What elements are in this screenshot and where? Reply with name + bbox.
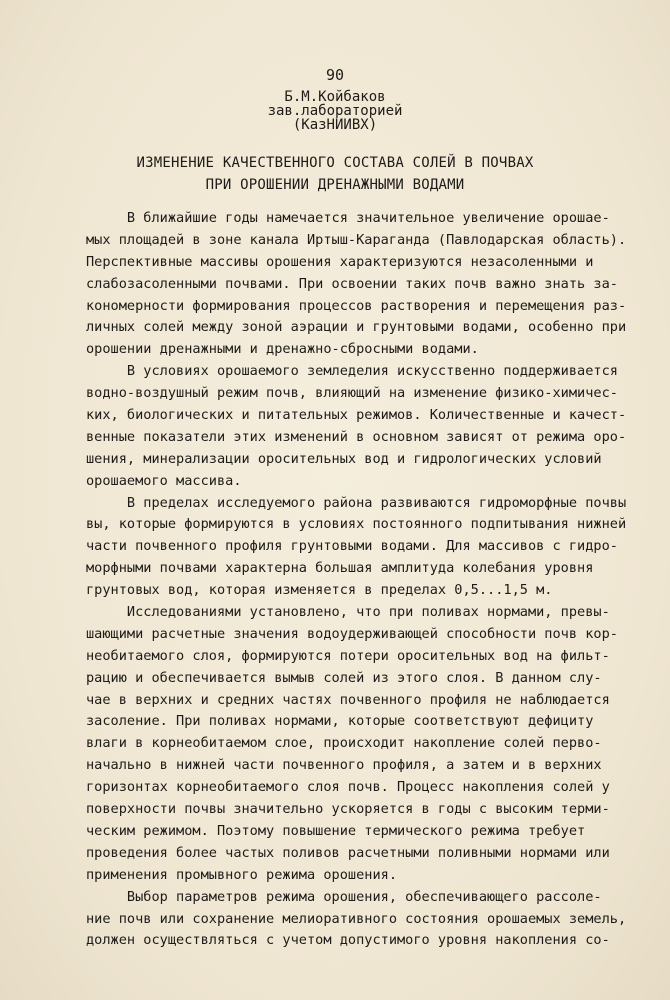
body-line: водно-воздушный режим почв, влияющий на изменение физико-химичес- — [86, 385, 618, 402]
body-line: чае в верхних и средних частях почвенного профиля не наблюдается — [86, 691, 610, 708]
body-line: Перспективные массивы орошения характеризуются незасоленными и — [86, 253, 594, 270]
body-line: засоление. При поливах нормами, которые соответствуют дефициту — [86, 713, 594, 730]
body-line: В пределах исследуемого района развиваются гидроморфные почвы — [86, 494, 627, 511]
body-line: слабозасоленными почвами. При освоении таких почв важно знать за- — [86, 275, 618, 292]
body-line: проведения более частых поливов расчетными поливными нормами или — [86, 844, 610, 861]
author-position: зав.лабораторией — [267, 103, 403, 119]
body-line: применения промывного режима орошения. — [86, 866, 397, 883]
body-line: ческим режимом. Поэтому повышение термического режима требует — [86, 822, 586, 839]
page-number: 90 — [325, 66, 345, 84]
body-line: влаги в корнеобитаемом слое, происходит накопление солей перво- — [86, 735, 602, 752]
body-line: грунтовых вод, которая изменяется в пределах 0,5...1,5 м. — [86, 582, 553, 599]
author-name: Б.М.Койбаков — [284, 89, 386, 105]
body-line: ких, биологических и питательных режимов. Количественные и качест- — [86, 407, 627, 424]
body-line: Исследованиями установлено, что при поливах нормами, превы- — [86, 604, 610, 621]
body-line: вы, которые формируются в условиях постоянного подпитывания нижней — [86, 516, 627, 533]
body-line: личных солей между зоной аэрации и грунтовыми водами, особенно при — [86, 319, 627, 336]
body-line: должен осуществляться с учетом допустимого уровня накопления со- — [86, 932, 610, 949]
body-line: ние почв или сохранение мелиоративного состояния орошаемых земель, — [86, 910, 627, 927]
body-line: орошаемого массива. — [86, 472, 242, 489]
body-line: шения, минерализации оросительных вод и гидрологических условий — [86, 450, 602, 467]
body-line: необитаемого слоя, формируются потери оросительных вод на фильт- — [86, 647, 610, 664]
body-line: рацию и обеспечивается вымыв солей из этого слоя. В данном слу- — [86, 669, 602, 686]
body-line: В ближайшие годы намечается значительное увеличение орошае- — [86, 210, 610, 226]
body-line: шающими расчетные значения водоудерживающей способности почв кор- — [86, 625, 618, 642]
body-line: Выбор параметров режима орошения, обеспечивающего рассоле- — [86, 888, 602, 905]
body-line: части почвенного профиля грунтовыми водами. Для массивов с гидро- — [86, 538, 618, 555]
body-line: орошении дренажными и дренажно-сбросными водами. — [86, 341, 479, 358]
body-line: В условиях орошаемого земледелия искусственно поддерживается — [86, 363, 618, 380]
author-institution: (КазНИИВХ) — [292, 117, 378, 133]
body-text — [86, 208, 636, 952]
author-block — [0, 90, 670, 132]
title-line: ИЗМЕНЕНИЕ КАЧЕСТВЕННОГО СОСТАВА СОЛЕЙ В ПОЧВАХ — [136, 155, 534, 171]
body-line: горизонтах корнеобитаемого слоя почв. Процесс накопления солей у — [86, 779, 610, 796]
body-line: морфными почвами характерна большая амплитуда колебания уровня — [86, 560, 594, 577]
article-title — [0, 152, 670, 196]
body-line: мых площадей в зоне канала Иртыш-Караганда (Павлодарская область). — [86, 231, 627, 248]
body-line: поверхности почвы значительно ускоряется в годы с высоким терми- — [86, 801, 610, 818]
title-line: ПРИ ОРОШЕНИИ ДРЕНАЖНЫМИ ВОДАМИ — [205, 177, 465, 193]
body-line: венные показатели этих изменений в основном зависят от режима оро- — [86, 428, 627, 445]
body-line: начально в нижней части почвенного профиля, а затем и в верхних — [86, 757, 602, 774]
body-line: кономерности формирования процессов растворения и перемещения раз- — [86, 297, 627, 314]
